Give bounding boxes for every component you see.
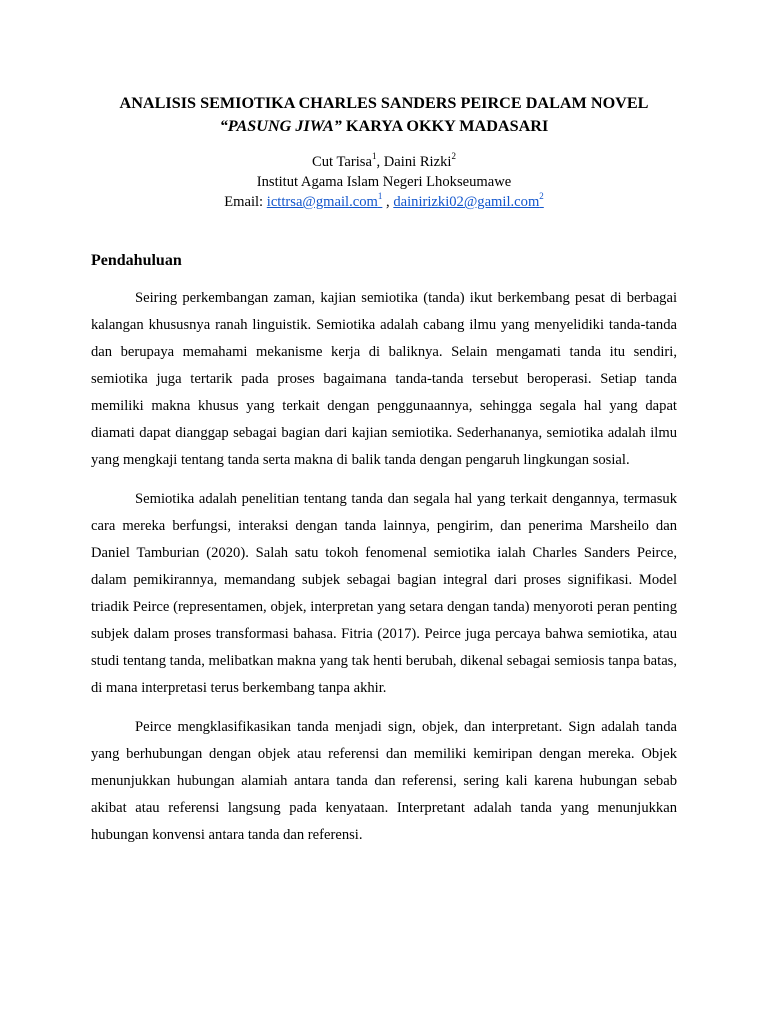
paper-title	[91, 92, 677, 138]
email-separator: ,	[382, 194, 394, 210]
section-heading-pendahuluan: Pendahuluan	[91, 252, 182, 269]
paragraph-1: Seiring perkembangan zaman, kajian semiotika (tanda) ikut berkembang pesat di berbagai kalangan khususnya ranah linguistik. Semiotika adalah cabang ilmu yang menyelidiki tanda-tanda dan berupaya memahami mekanisme kerja di baliknya. Selain mengamati tanda itu sendiri, semiotika juga tertarik pada proses bagaimana tanda-tanda tersebut beroperasi. Setiap tanda memiliki makna khusus yang terkait dengan penggunaannya, sehingga segala hal yang dapat diamati dapat dianggap sebagai bagian dari kajian semiotika. Sederhananya, semiotika adalah ilmu yang mengkaji tentang tanda serta makna di balik tanda dengan pengaruh lingkungan sosial.	[91, 290, 677, 469]
author-2-name: Daini Rizki	[383, 154, 452, 170]
title-line-1: ANALISIS SEMIOTIKA CHARLES SANDERS PEIRCE DALAM NOVEL	[119, 94, 649, 112]
novel-title: “PASUNG JIWA”	[219, 117, 342, 135]
email-link-2[interactable]	[393, 191, 544, 210]
email-label: Email:	[224, 194, 267, 210]
paper-page	[91, 92, 677, 861]
email-link-1[interactable]	[266, 191, 383, 210]
email-2-mark: 2	[539, 191, 544, 202]
paragraph-2: Semiotika adalah penelitian tentang tanda dan segala hal yang terkait dengannya, termasuk cara mereka berfungsi, interaksi dengan tanda lainnya, pengirim, dan penerima Marsheilo dan Daniel Tamburian (2020). Salah satu tokoh fenomenal semiotika ialah Charles Sanders Peirce, dalam pemikirannya, memandang subjek sebagai bagian integral dari proses signifikasi. Model triadik Peirce (representamen, objek, interpretan yang setara dengan tanda) menyoroti peran penting subjek dalam proses transformasi bahasa. Fitria (2017). Peirce juga percaya bahwa semiotika, atau studi tentang tanda, melibatkan makna yang tak henti berubah, dikenal sebagai semiosis tanpa batas, di mana interpretasi terus berkembang tanpa akhir.	[91, 491, 678, 697]
title-line-2	[91, 115, 677, 138]
author-separator: ,	[376, 154, 384, 170]
section-body	[91, 285, 677, 849]
email-2-text: dainirizki02@gamil.com	[393, 194, 540, 210]
email-line	[91, 192, 677, 212]
author-block	[91, 152, 677, 212]
author-1-name: Cut Tarisa	[312, 154, 372, 170]
author-names	[91, 152, 677, 172]
email-1-text: icttrsa@gmail.com	[266, 194, 378, 210]
title-line-2-rest: KARYA OKKY MADASARI	[341, 117, 549, 135]
paragraph-3: Peirce mengklasifikasikan tanda menjadi sign, objek, dan interpretant. Sign adalah tanda yang berhubungan dengan objek atau referensi dan memiliki kemiripan dengan mereka. Objek menunjukkan hubungan alamiah antara tanda dan referensi, sering kali karena hubungan sebab akibat atau referensi langsung pada kenyataan. Interpretant adalah tanda yang menunjukkan hubungan konvensi antara tanda dan referensi.	[91, 719, 677, 844]
author-2-affiliation-mark: 2	[451, 151, 456, 162]
email-1-mark: 1	[377, 191, 383, 202]
institution: Institut Agama Islam Negeri Lhokseumawe	[256, 174, 512, 190]
author-1-affiliation-mark: 1	[371, 151, 377, 162]
